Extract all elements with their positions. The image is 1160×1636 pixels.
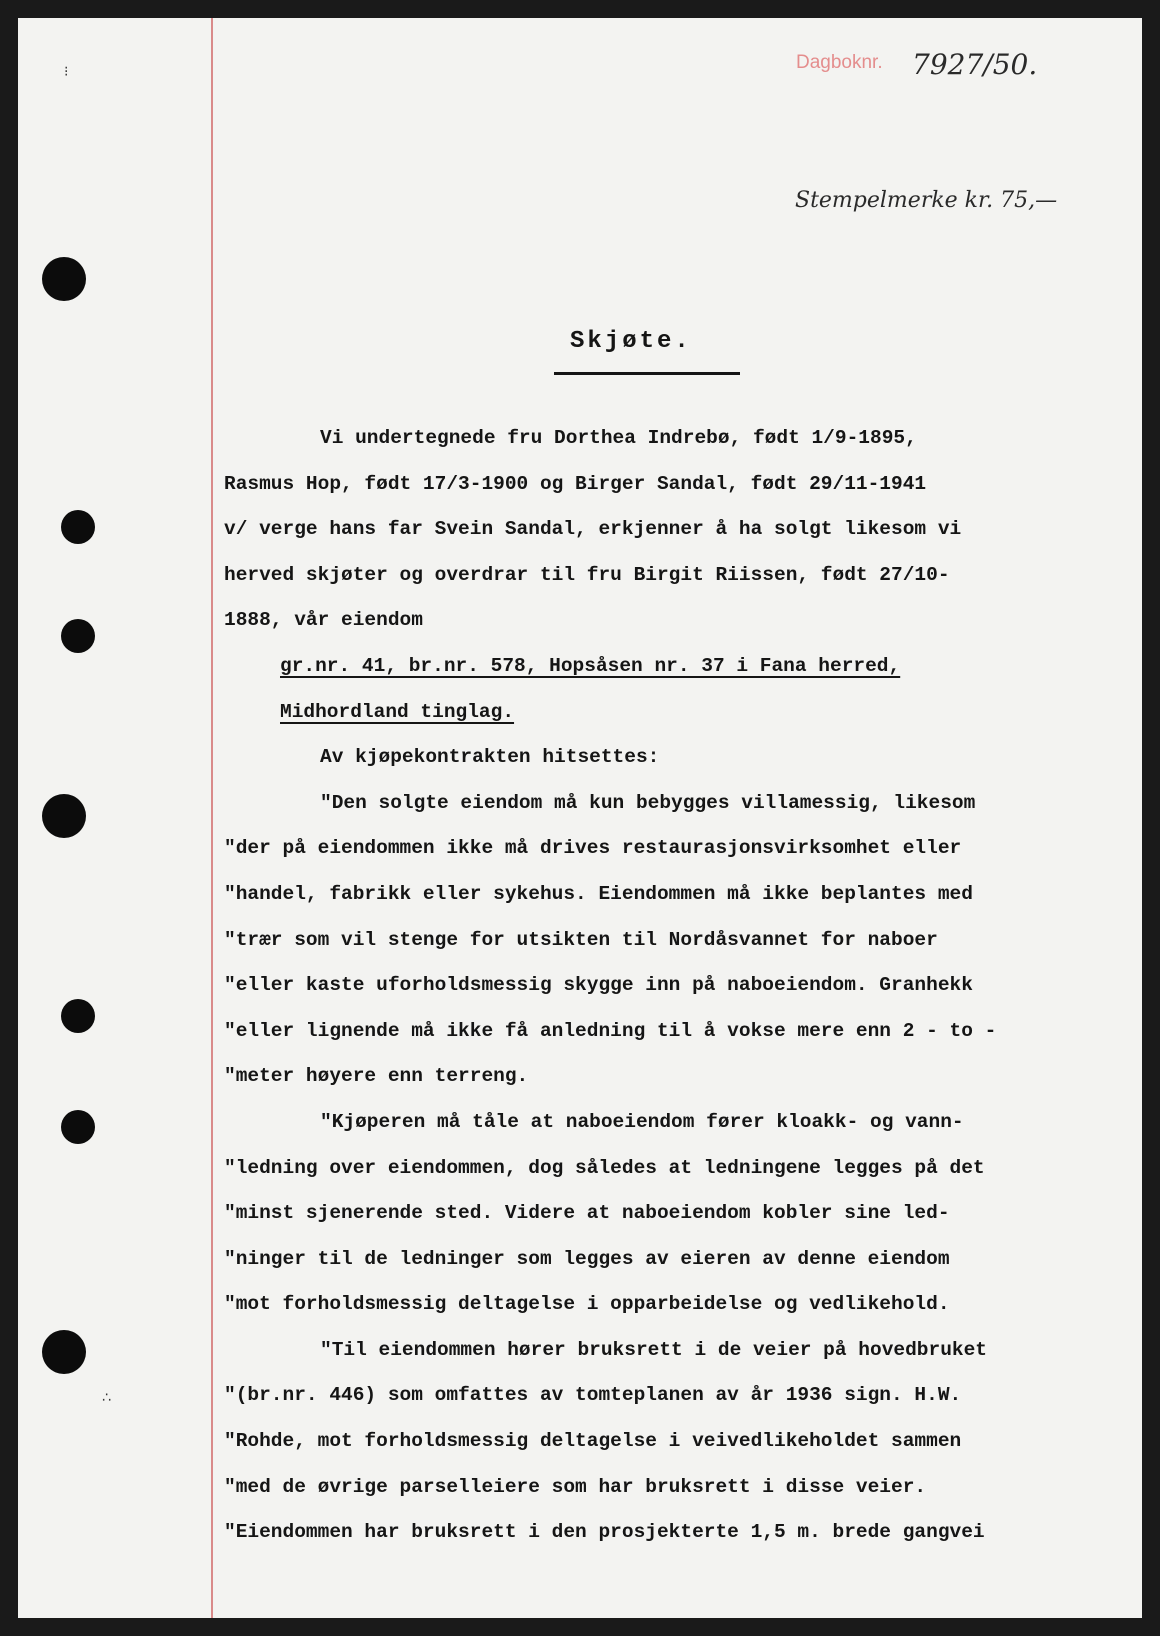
journal-number: 7927/50. [912, 48, 1038, 81]
text-line: "minst sjenerende sted. Videre at naboeiendom kobler sine led- [224, 1202, 950, 1225]
punch-hole [42, 257, 86, 301]
text-line: herved skjøter og overdrar til fru Birgit Riissen, født 27/10- [224, 563, 950, 586]
text-line: v/ verge hans far Svein Sandal, erkjenner å ha solgt likesom vi [224, 518, 962, 541]
property-reference: Midhordland tinglag. [280, 700, 515, 723]
margin-speck: ⁝ [64, 64, 69, 80]
text-line: "Den solgte eiendom må kun bebygges villamessig, likesom [320, 791, 976, 814]
text-line: "der på eiendommen ikke må drives restaurasjonsvirksomhet eller [224, 837, 962, 860]
stamp-duty-note: Stempelmerke kr. 75,— [795, 188, 1058, 213]
punch-hole [42, 794, 86, 838]
property-reference: gr.nr. 41, br.nr. 578, Hopsåsen nr. 37 i Fana herred, [280, 654, 901, 677]
title-underline [554, 372, 740, 375]
text-line: "ledning over eiendommen, dog således at ledningene legges på det [224, 1156, 985, 1179]
punch-hole [61, 510, 95, 544]
margin-rule [211, 18, 213, 1618]
text-line: Vi undertegnede fru Dorthea Indrebø, født 1/9-1895, [320, 427, 917, 449]
text-line: "trær som vil stenge for utsikten til Nordåsvannet for naboer [224, 928, 938, 951]
text-line: "Kjøperen må tåle at naboeiendom fører kloakk- og vann- [320, 1110, 964, 1133]
punch-hole [61, 619, 95, 653]
text-line: "Til eiendommen hører bruksrett i de veier på hovedbruket [320, 1338, 988, 1361]
text-line: "meter høyere enn terreng. [224, 1065, 529, 1088]
text-line: "med de øvrige parselleiere som har bruksrett i disse veier. [224, 1475, 927, 1498]
text-line: 1888, vår eiendom [224, 609, 423, 632]
document-body [224, 416, 1124, 1556]
text-line: "mot forholdsmessig deltagelse i opparbeidelse og vedlikehold. [224, 1293, 950, 1316]
text-line: "eller kaste uforholdsmessig skygge inn på naboeiendom. Granhekk [224, 974, 973, 997]
text-line: "Rohde, mot forholdsmessig deltagelse i veivedlikeholdet sammen [224, 1430, 962, 1453]
text-line: "(br.nr. 446) som omfattes av tomteplanen av år 1936 sign. H.W. [224, 1384, 962, 1407]
text-line: "eller lignende må ikke få anledning til å vokse mere enn 2 - to - [224, 1019, 997, 1042]
document-title: Skjøte. [570, 328, 692, 355]
text-line: Av kjøpekontrakten hitsettes: [320, 746, 660, 769]
text-line: "handel, fabrikk eller sykehus. Eiendommen må ikke beplantes med [224, 882, 973, 905]
punch-hole [61, 999, 95, 1033]
journal-stamp-label: Dagboknr. [796, 52, 883, 73]
punch-hole [42, 1330, 86, 1374]
text-line: "ninger til de ledninger som legges av eieren av denne eiendom [224, 1247, 950, 1270]
margin-speck: ∴ [102, 1390, 111, 1406]
text-line: Rasmus Hop, født 17/3-1900 og Birger Sandal, født 29/11-1941 [224, 472, 927, 495]
punch-hole [61, 1110, 95, 1144]
text-line: "Eiendommen har bruksrett i den prosjekterte 1,5 m. brede gangvei [224, 1521, 985, 1544]
